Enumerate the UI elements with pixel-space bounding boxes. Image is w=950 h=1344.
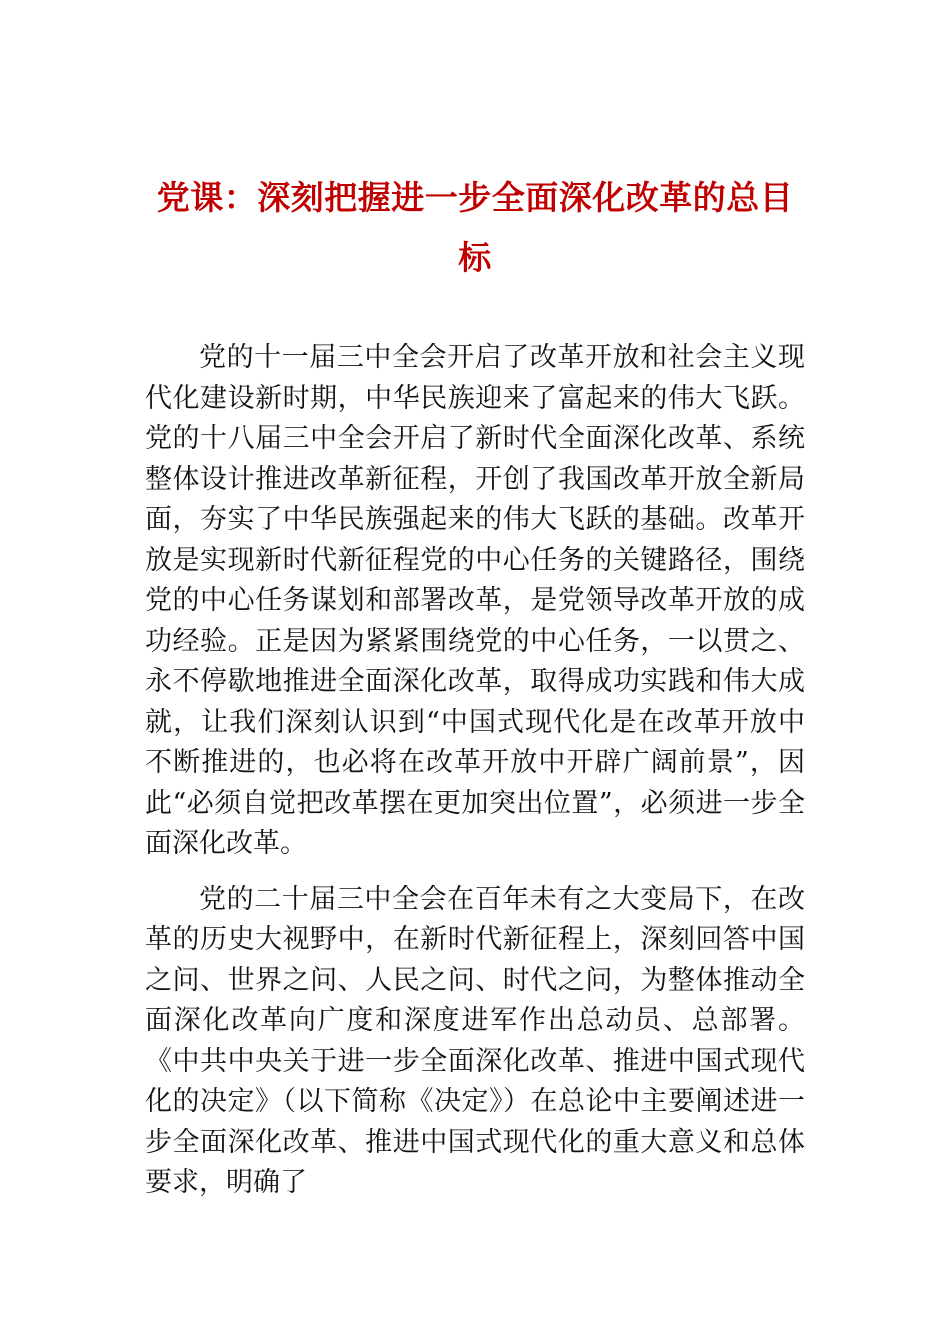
- document-title: 党课：深刻把握进一步全面深化改革的总目标: [156, 178, 794, 277]
- document-body: [145, 338, 805, 1219]
- paragraph-1: 党的十一届三中全会开启了改革开放和社会主义现代化建设新时期，中华民族迎来了富起来的伟大飞跃。党的十八届三中全会开启了新时代全面深化改革、系统整体设计推进改革新征程，开创了我国改革开放全新局面，夯实了中华民族强起来的伟大飞跃的基础。改革开放是实现新时代新征程党的中心任务的关键路径，围绕党的中心任务谋划和部署改革，是党领导改革开放的成功经验。正是因为紧紧围绕党的中心任务，一以贯之、永不停歇地推进全面深化改革，取得成功实践和伟大成就，让我们深刻认识到“中国式现代化是在改革开放中不断推进的，也必将在改革开放中开辟广阔前景”，因此“必须自觉把改革摆在更加突出位置”，必须进一步全面深化改革。: [145, 342, 805, 859]
- paragraph-2: 党的二十届三中全会在百年未有之大变局下，在改革的历史大视野中，在新时代新征程上，深刻回答中国之问、世界之问、人民之问、时代之问，为整体推动全面深化改革向广度和深度进军作出总动员、总部署。《中共中央关于进一步全面深化改革、推进中国式现代化的决定》（以下简称《决定》）在总论中主要阐述进一步全面深化改革、推进中国式现代化的重大意义和总体要求，明确了: [145, 883, 805, 1198]
